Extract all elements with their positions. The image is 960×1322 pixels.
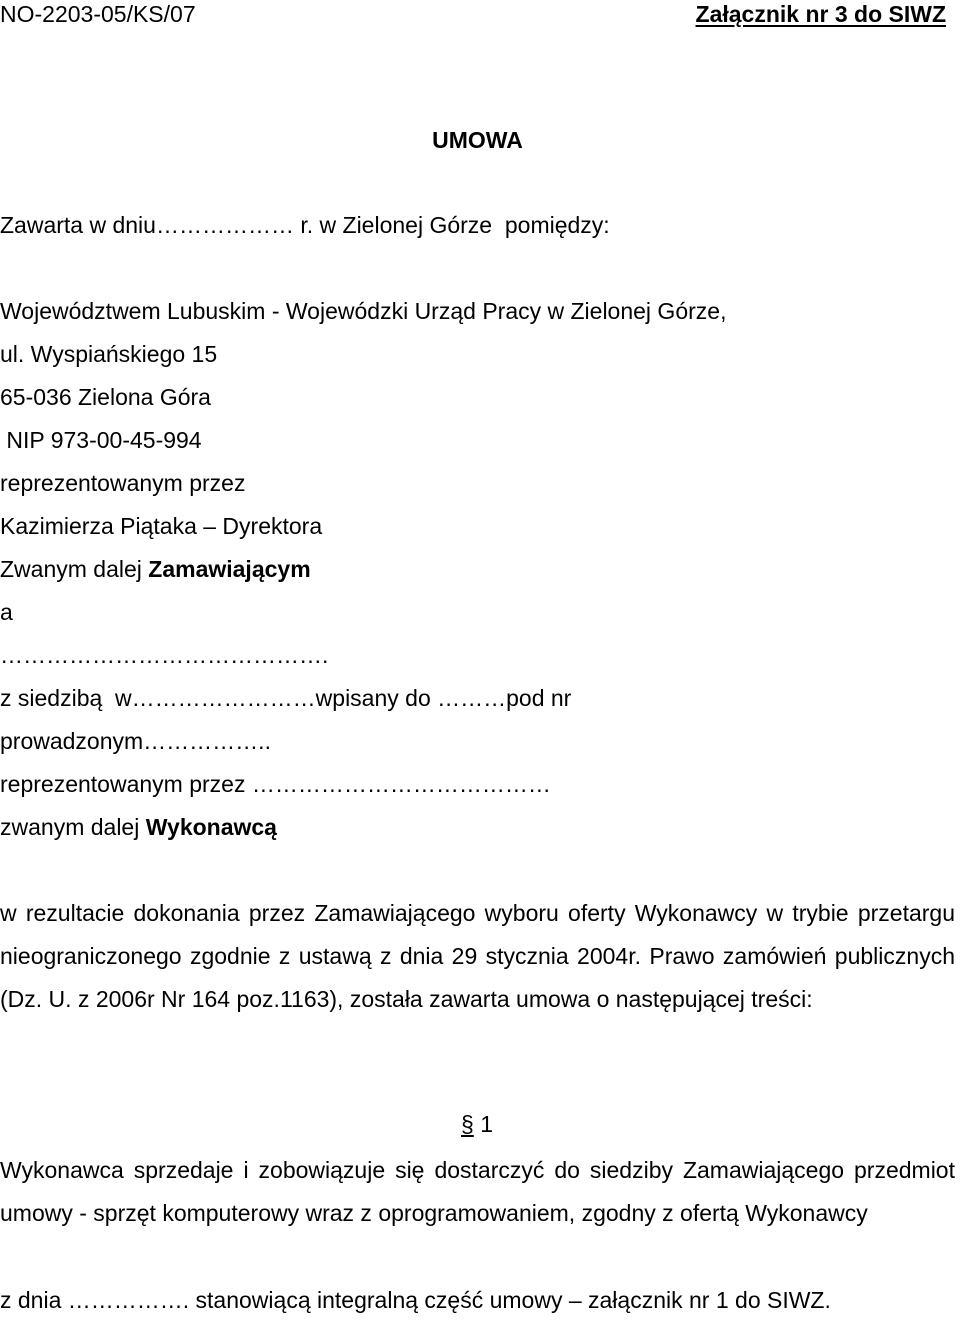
party1-street: ul. Wyspiańskiego 15 xyxy=(0,341,218,367)
section1-last-line: z dnia ……………. stanowiącą integralną część umowy – załącznik nr 1 do SIWZ. xyxy=(0,1287,831,1313)
designation-prefix: Zwanym dalej xyxy=(0,556,149,582)
section1-paragraph: Wykonawca sprzedaje i zobowiązuje się dostarczyć do siedziby Zamawiającego przedmiot umowy - sprzęt komputerowy wraz z oprogramowaniem, zgodny z ofertą Wykonawcy xyxy=(0,1157,955,1226)
party1-represented-by: reprezentowanym przez xyxy=(0,470,246,496)
party1-designation xyxy=(0,555,311,583)
party1-name: Województwem Lubuskim - Wojewódzki Urząd Pracy w Zielonej Górze, xyxy=(0,298,727,324)
party1-nip: NIP 973-00-45-994 xyxy=(0,427,202,453)
designation-name: Zamawiającym xyxy=(148,556,311,582)
party2-seat: z siedzibą w……………………wpisany do ………pod nr xyxy=(0,685,572,711)
document-title: UMOWA xyxy=(432,127,523,153)
conjunction: a xyxy=(0,599,13,625)
party1-representative: Kazimierza Piątaka – Dyrektora xyxy=(0,513,323,539)
designation-prefix: zwanym dalej xyxy=(0,814,146,840)
reference-number: NO-2203-05/KS/07 xyxy=(0,1,196,27)
party2-name-blank: ……………………………………. xyxy=(0,642,329,668)
recital-paragraph: w rezultacie dokonania przez Zamawiającego wyboru oferty Wykonawcy w trybie przetargu nieograniczonego zgodnie z ustawą z dnia 29 stycznia 2004r. Prawo zamówień publicznych (Dz. U. z 2006r Nr 164 poz.1163), została zawarta umowa o następującej treści: xyxy=(0,900,955,1012)
section-number: 1 xyxy=(480,1111,493,1137)
party1-city: 65-036 Zielona Góra xyxy=(0,384,211,410)
section-symbol: § xyxy=(461,1111,474,1137)
designation-name: Wykonawcą xyxy=(145,814,277,840)
section-heading xyxy=(461,1110,493,1138)
party2-represented-by: reprezentowanym przez ………………………………… xyxy=(0,771,551,797)
intro-line: Zawarta w dniu……………… r. w Zielonej Górze pomiędzy: xyxy=(0,212,610,238)
party2-keeper: prowadzonym…………….. xyxy=(0,728,271,754)
attachment-label: Załącznik nr 3 do SIWZ xyxy=(695,1,946,27)
party2-designation xyxy=(0,813,277,841)
